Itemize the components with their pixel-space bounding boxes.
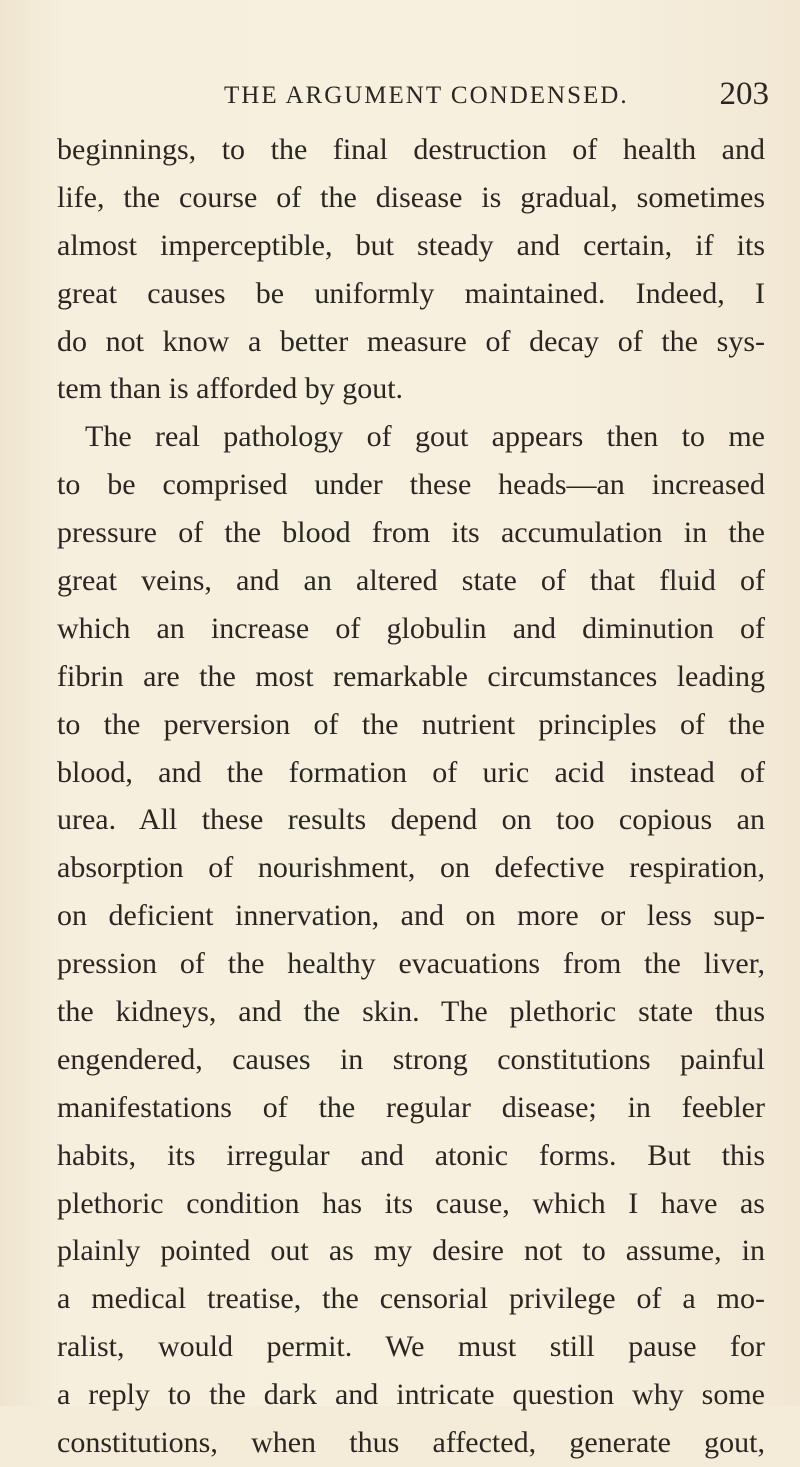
text-line: great veins, and an altered state of that fluid of xyxy=(57,564,765,598)
text-line: urea. All these results depend on too copious an xyxy=(57,803,765,837)
text-line: a medical treatise, the censorial privilege of a mo- xyxy=(57,1282,765,1316)
text-line: pressure of the blood from its accumulation in the xyxy=(57,516,765,550)
text-line: ralist, would permit. We must still pause for xyxy=(57,1330,765,1364)
text-line: to be comprised under these heads—an increased xyxy=(57,468,765,502)
text-line: life, the course of the disease is gradual, sometimes xyxy=(57,180,765,214)
text-line: almost imperceptible, but steady and certain, if its xyxy=(57,228,765,262)
text-line: absorption of nourishment, on defective respiration, xyxy=(57,851,765,885)
text-line: plainly pointed out as my desire not to assume, in xyxy=(57,1234,765,1268)
running-head-title: THE ARGUMENT CONDENSED. xyxy=(224,82,629,109)
text-line: engendered, causes in strong constitutions painful xyxy=(57,1042,765,1076)
body-text xyxy=(57,126,765,1467)
text-line: The real pathology of gout appears then to me xyxy=(85,420,765,454)
text-line: pression of the healthy evacuations from the liver, xyxy=(57,947,765,981)
text-line: the kidneys, and the skin. The plethoric state thus xyxy=(57,995,765,1029)
page-number: 203 xyxy=(719,76,769,112)
text-line: plethoric condition has its cause, which I have as xyxy=(57,1186,765,1220)
text-line: tem than is afforded by gout. xyxy=(57,372,404,406)
text-line: constitutions, when thus affected, generate gout, xyxy=(57,1426,765,1460)
text-line: to the perversion of the nutrient principles of the xyxy=(57,707,765,741)
text-line: on deficient innervation, and on more or less sup- xyxy=(57,899,765,933)
text-line: a reply to the dark and intricate question why some xyxy=(57,1378,765,1412)
text-line: do not know a better measure of decay of the sys- xyxy=(57,324,765,358)
text-line: great causes be uniformly maintained. Indeed, I xyxy=(57,276,765,310)
running-head xyxy=(0,76,800,116)
text-line: fibrin are the most remarkable circumstances leading xyxy=(57,659,765,693)
text-line: habits, its irregular and atonic forms. But this xyxy=(57,1138,765,1172)
text-line: which an increase of globulin and diminution of xyxy=(57,611,765,645)
text-line: beginnings, to the final destruction of health and xyxy=(57,133,765,166)
text-line: blood, and the formation of uric acid instead of xyxy=(57,755,765,789)
text-line: manifestations of the regular disease; in feebler xyxy=(57,1090,765,1124)
